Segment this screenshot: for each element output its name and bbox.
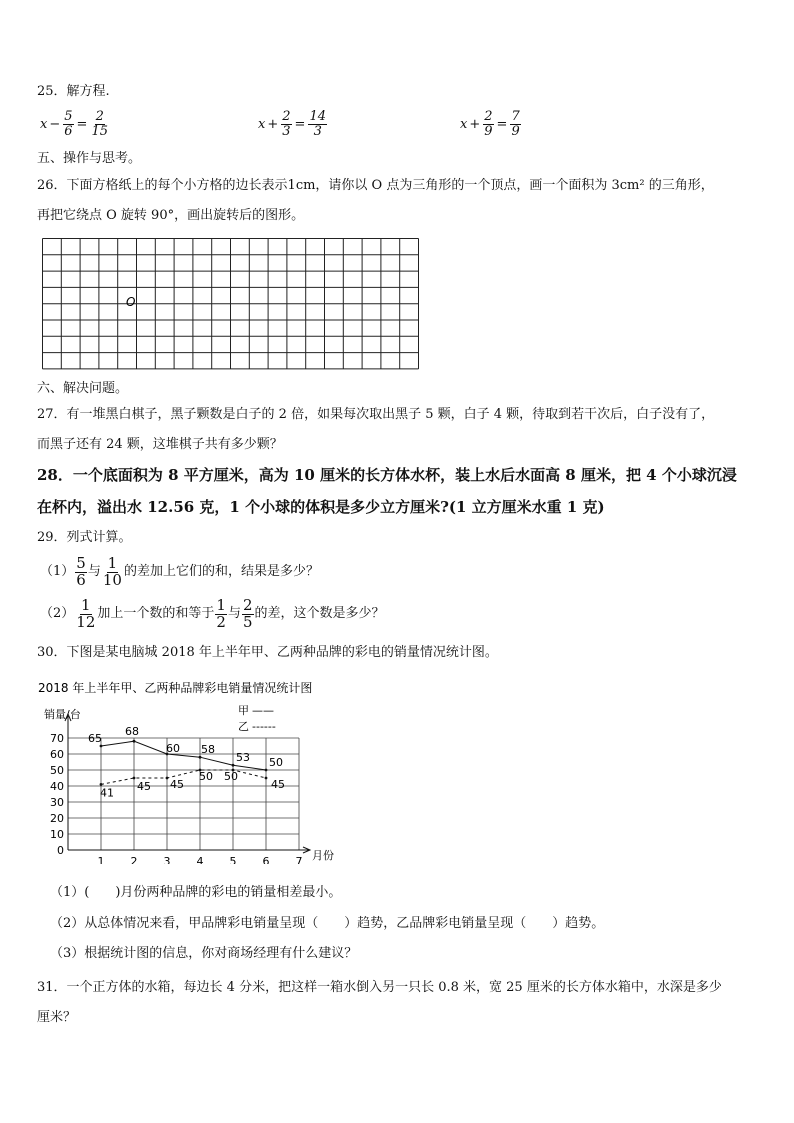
chart-y-tick-label: 70 bbox=[50, 732, 64, 745]
chart-x-tick-label: 7 bbox=[295, 855, 303, 864]
chart-x-tick-label: 5 bbox=[229, 855, 237, 864]
q31-line-2: 厘米？ bbox=[37, 1010, 77, 1025]
chart-legend bbox=[238, 704, 276, 733]
chart-y-tick-label: 40 bbox=[50, 780, 64, 793]
chart-data-label: 60 bbox=[166, 742, 180, 755]
chart-y-tick-label: 50 bbox=[50, 764, 64, 777]
chart-y-tick-label: 60 bbox=[50, 748, 64, 761]
chart-data-label: 45 bbox=[271, 778, 285, 791]
chart-data-label: 50 bbox=[269, 756, 283, 769]
chart-point bbox=[100, 745, 103, 748]
chart-point bbox=[265, 769, 268, 772]
chart-x-label: 月份 bbox=[312, 849, 334, 862]
q25-equation-3: x + $\frac{2}{9}$ = $\frac{7}{9}$ bbox=[460, 109, 520, 139]
chart-data-label: 50 bbox=[224, 770, 238, 783]
q28-line-2: 在杯内，溢出水 12.56 克，1 个小球的体积是多少立方厘米?(1 立方厘米水重 1 克) bbox=[37, 498, 605, 516]
q27-line-1: 27．有一堆黑白棋子，黑子颗数是白子的 2 倍，如果每次取出黑子 5 颗，白子 4 颗，待取到若干次后，白子没有了， bbox=[37, 407, 715, 422]
legend-label-jia: 甲 bbox=[238, 704, 249, 717]
q29-part-2: （2） $\frac{1}{12}$ 加上一个数的和等于 $\frac{1}{2}$ 与 $\frac{2}{5}$ 的差，这个数是多少？ bbox=[40, 596, 385, 631]
grid-point-o: O bbox=[126, 295, 136, 309]
chart-point bbox=[133, 777, 136, 780]
q28-line-1: 28．一个底面积为 8 平方厘米，高为 10 厘米的长方体水杯，装上水后水面高 8 厘米，把 4 个小球沉浸 bbox=[37, 466, 737, 484]
chart-x-tick-label: 1 bbox=[97, 855, 105, 864]
chart-data-label: 58 bbox=[201, 743, 215, 757]
chart-x-tick-label: 4 bbox=[196, 855, 204, 864]
chart-series bbox=[88, 725, 285, 799]
q30-sub-2: （2）从总体情况来看，甲品牌彩电销量呈现（ ）趋势，乙品牌彩电销量呈现（ ）趋势。 bbox=[50, 916, 605, 931]
legend-mark-yi: ------ bbox=[252, 720, 276, 733]
q25-equation-1: x − $\frac{5}{6}$ = $\frac{2}{15}$ bbox=[40, 109, 108, 139]
chart-point bbox=[232, 764, 235, 767]
section-5-heading: 五、操作与思考。 bbox=[37, 151, 142, 166]
chart-y-label: 销量/台 bbox=[44, 708, 81, 721]
chart-x-tick-label: 6 bbox=[262, 855, 270, 864]
chart-y-tick-label: 20 bbox=[50, 812, 64, 825]
q26-line-2: 再把它绕点 O 旋转 90°，画出旋转后的图形。 bbox=[37, 208, 305, 223]
q25-equation-2: x + $\frac{2}{3}$ = $\frac{14}{3}$ bbox=[258, 109, 326, 139]
chart-point bbox=[166, 777, 169, 780]
q29-part-1: （1） $\frac{5}{6}$ 与 $\frac{1}{10}$ 的差加上它们的和，结果是多少？ bbox=[40, 554, 319, 589]
q31-line-1: 31．一个正方体的水箱，每边长 4 分米，把这样一箱水倒入另一只长 0.8 米，宽 25 厘米的长方体水箱中，水深是多少 bbox=[37, 980, 722, 995]
chart-point bbox=[199, 756, 202, 759]
sales-line-chart bbox=[30, 678, 350, 864]
legend-mark-jia: —— bbox=[252, 704, 274, 717]
chart-x-tick-label: 3 bbox=[163, 855, 171, 864]
q30-sub-3: （3）根据统计图的信息，你对商场经理有什么建议？ bbox=[50, 946, 358, 961]
q27-line-2: 而黑子还有 24 颗，这堆棋子共有多少颗？ bbox=[37, 437, 283, 452]
q30-sub-1: （1）( )月份两种品牌的彩电的销量相差最小。 bbox=[50, 885, 342, 900]
chart-y-tick-label: 10 bbox=[50, 828, 64, 841]
section-6-heading: 六、解决问题。 bbox=[37, 381, 129, 396]
chart-point bbox=[100, 783, 103, 786]
chart-data-label: 41 bbox=[100, 786, 114, 800]
chart-data-label: 45 bbox=[170, 778, 184, 791]
chart-y-tick-label: 30 bbox=[50, 796, 64, 809]
chart-data-label: 45 bbox=[137, 780, 151, 793]
q26-line-1: 26．下面方格纸上的每个小方格的边长表示1cm，请你以 O 点为三角形的一个顶点，画一个面积为 3cm² 的三角形， bbox=[37, 178, 714, 193]
q29-title: 29．列式计算。 bbox=[37, 530, 132, 545]
chart-data-label: 65 bbox=[88, 732, 102, 745]
chart-title: 2018 年上半年甲、乙两种品牌彩电销量情况统计图 bbox=[38, 681, 313, 695]
chart-x-tick-label: 2 bbox=[130, 855, 138, 864]
chart-data-label: 68 bbox=[125, 725, 139, 739]
chart-data-label: 53 bbox=[236, 751, 250, 765]
square-grid-paper[interactable] bbox=[42, 238, 422, 370]
chart-point bbox=[265, 777, 268, 780]
chart-point bbox=[133, 740, 136, 743]
chart-data-label: 50 bbox=[199, 770, 213, 783]
q25-title: 25．解方程. bbox=[37, 84, 110, 99]
legend-label-yi: 乙 bbox=[238, 720, 249, 733]
q30-intro: 30．下图是某电脑城 2018 年上半年甲、乙两种品牌的彩电的销量情况统计图。 bbox=[37, 645, 498, 660]
chart-y-tick-label: 0 bbox=[57, 844, 64, 857]
